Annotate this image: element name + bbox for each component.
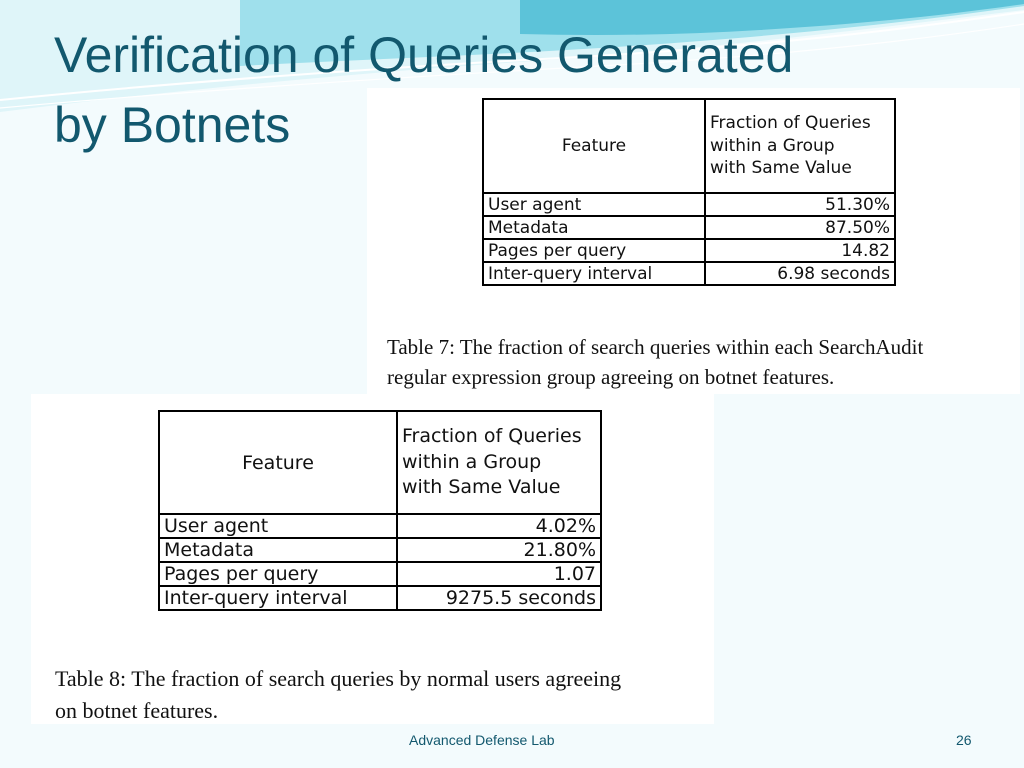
table8-header-feature: Feature xyxy=(159,411,397,514)
table8-caption-line: Table 8: The fraction of search queries by normal users agreeing xyxy=(55,666,622,691)
table8-panel xyxy=(31,394,714,724)
table8-value-cell: 4.02% xyxy=(397,514,601,538)
table-row xyxy=(159,562,601,586)
table7-header-feature: Feature xyxy=(483,99,705,193)
table7-panel xyxy=(367,88,1020,394)
page-number: 26 xyxy=(956,732,972,748)
slide-title-line-1: Verification of Queries Generated xyxy=(54,27,794,83)
footer-label: Advanced Defense Lab xyxy=(409,732,555,748)
table7-header-fraction-line: Fraction of Queries xyxy=(710,112,871,133)
table8-header-fraction xyxy=(397,411,601,514)
table7-header-fraction-line: within a Group xyxy=(710,135,835,156)
table8-feature-cell: User agent xyxy=(159,514,397,538)
table8-header-fraction-line: within a Group xyxy=(402,450,542,473)
table7-feature-cell: Inter-query interval xyxy=(483,262,705,285)
table-row xyxy=(483,216,895,239)
table7-value-cell: 14.82 xyxy=(705,239,895,262)
table8-caption xyxy=(55,663,715,727)
table7-caption-line: regular expression group agreeing on botnet features. xyxy=(387,365,835,389)
table-row xyxy=(483,262,895,285)
table7-header-fraction-line: with Same Value xyxy=(710,158,852,179)
table7-header-row xyxy=(483,99,895,193)
table8-header-fraction-line: Fraction of Queries xyxy=(402,425,582,448)
table8-value-cell: 21.80% xyxy=(397,538,601,562)
table7-value-cell: 6.98 seconds xyxy=(705,262,895,285)
table8-value-cell: 1.07 xyxy=(397,562,601,586)
table-row xyxy=(159,514,601,538)
table8-feature-cell: Pages per query xyxy=(159,562,397,586)
table8-feature-cell: Inter-query interval xyxy=(159,586,397,610)
table7-caption xyxy=(387,332,1017,392)
table-row xyxy=(483,239,895,262)
slide-title-line-2: by Botnets xyxy=(54,97,291,153)
table8-caption-line: on botnet features. xyxy=(55,698,219,723)
table8-value-cell: 9275.5 seconds xyxy=(397,586,601,610)
table8-feature-cell: Metadata xyxy=(159,538,397,562)
table-row xyxy=(159,586,601,610)
table7-feature-cell: Pages per query xyxy=(483,239,705,262)
table8-header-row xyxy=(159,411,601,514)
table7-feature-cell: Metadata xyxy=(483,216,705,239)
table8 xyxy=(158,410,602,611)
table-row xyxy=(483,193,895,216)
table7-feature-cell: User agent xyxy=(483,193,705,216)
table-row xyxy=(159,538,601,562)
table7-value-cell: 51.30% xyxy=(705,193,895,216)
table7-caption-line: Table 7: The fraction of search queries within each SearchAudit xyxy=(387,335,924,359)
table7-value-cell: 87.50% xyxy=(705,216,895,239)
table8-header-fraction-line: with Same Value xyxy=(402,476,561,499)
table7-header-fraction xyxy=(705,99,895,193)
table7 xyxy=(482,98,896,286)
